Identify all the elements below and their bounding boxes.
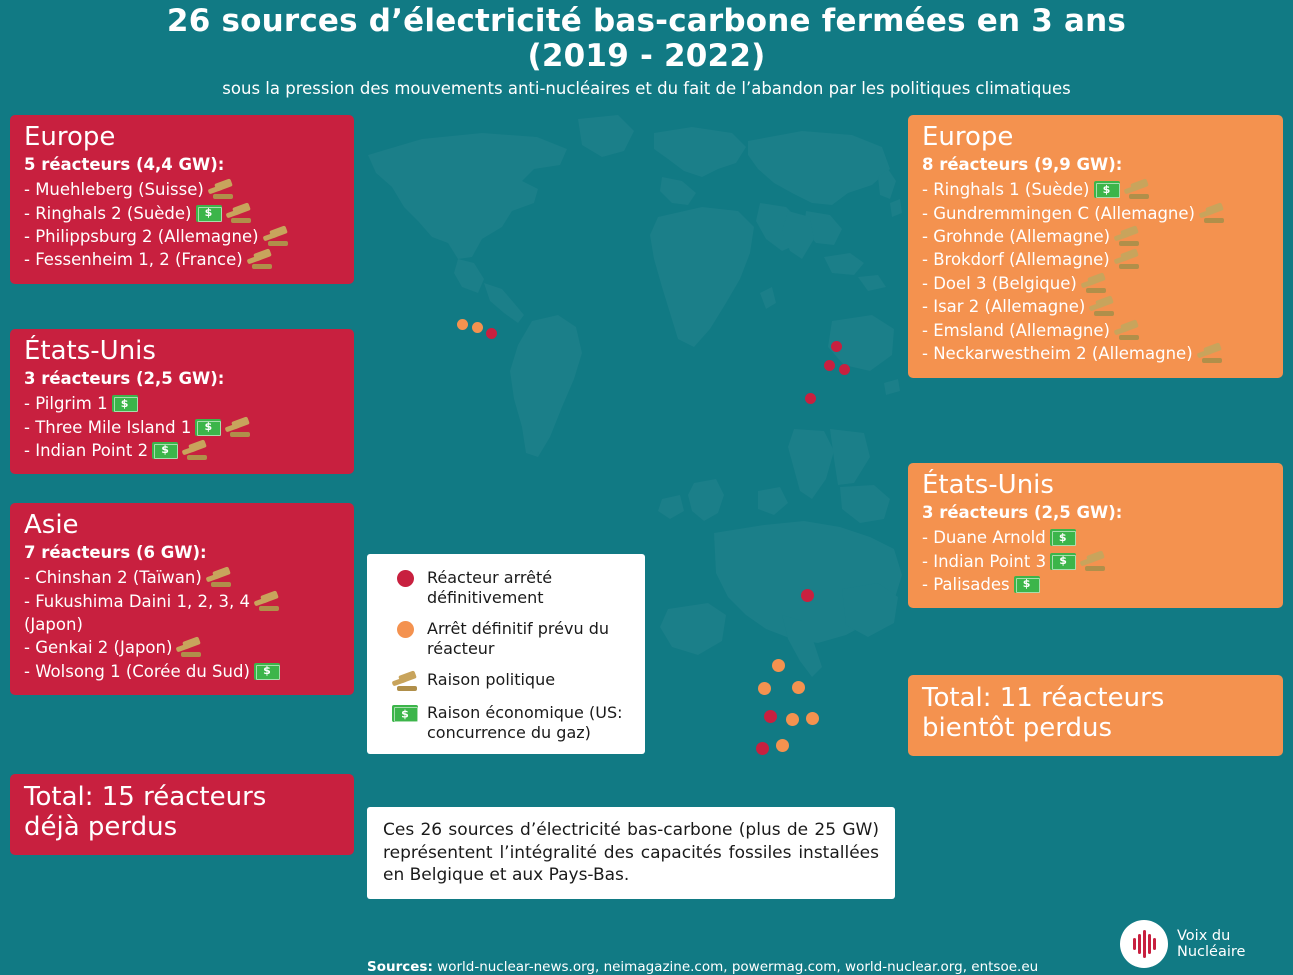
money-icon — [254, 663, 280, 680]
reactor-label: - Gundremmingen C (Allemagne) — [922, 203, 1195, 223]
page-title — [20, 4, 1273, 73]
panel-closed-united-states — [10, 329, 354, 474]
panel-title: Europe — [24, 122, 116, 153]
orange-dot-icon — [383, 619, 427, 638]
sources-label: Sources: — [367, 959, 433, 975]
list-item — [922, 342, 1269, 365]
legend-item-political — [383, 670, 629, 691]
list-item — [24, 566, 340, 589]
list-item — [922, 202, 1269, 225]
list-item — [24, 590, 340, 613]
money-icon — [1050, 553, 1076, 570]
panel-count: 8 réacteurs (9,9 GW): — [922, 155, 1123, 175]
map-dot-planned — [776, 739, 789, 752]
reactor-label: (Japon) — [24, 614, 83, 634]
gavel-icon — [1080, 552, 1106, 571]
list-item — [922, 319, 1269, 342]
money-icon — [196, 205, 222, 222]
panel-count: 7 réacteurs (6 GW): — [24, 543, 207, 563]
total-already-lost — [10, 774, 354, 855]
total-line1: Total: 15 réacteurs — [24, 782, 267, 813]
page-title-line1: 26 sources d’électricité bas-carbone fermées en 3 ans — [166, 3, 1127, 39]
reactor-label: - Brokdorf (Allemagne) — [922, 250, 1110, 270]
list-item — [24, 636, 340, 659]
red-dot-icon — [383, 568, 427, 587]
total-line1: Total: 11 réacteurs — [922, 683, 1165, 714]
summary-statement: Ces 26 sources d’électricité bas-carbone (plus de 25 GW) représentent l’intégralité des capacités fossiles installées en Belgique et aux Pays-Bas. — [367, 807, 895, 898]
panel-title: États-Unis — [922, 470, 1054, 501]
money-icon — [195, 419, 221, 436]
sources-line — [367, 959, 1038, 975]
legend-label: Arrêt définitif prévu du réacteur — [427, 619, 609, 658]
list-item — [922, 272, 1269, 295]
reactor-label: - Ringhals 2 (Suède) — [24, 203, 192, 223]
gavel-icon — [1114, 321, 1140, 340]
gavel-icon — [176, 638, 202, 657]
legend-item-planned — [383, 619, 629, 658]
panel-title: Europe — [922, 122, 1014, 153]
list-item — [922, 526, 1269, 549]
panel-planned-united-states — [908, 463, 1283, 608]
europe-map-svg — [654, 429, 906, 693]
gavel-icon — [247, 250, 273, 269]
map-dot-planned — [758, 682, 771, 695]
brand-line2: Nucléaire — [1177, 944, 1246, 961]
reactor-list — [922, 178, 1269, 365]
list-item — [24, 613, 340, 636]
gavel-icon — [1114, 250, 1140, 269]
gavel-icon — [206, 568, 232, 587]
panel-planned-europe — [908, 115, 1283, 377]
reactor-label: - Indian Point 2 — [24, 440, 149, 460]
reactor-label: - Three Mile Island 1 — [24, 417, 192, 437]
reactor-label: - Pilgrim 1 — [24, 394, 108, 414]
reactor-label: - Palisades — [922, 574, 1010, 594]
sources-text: world-nuclear-news.org, neimagazine.com, powermag.com, world-nuclear.org, entsoe.eu — [432, 959, 1039, 975]
infographic-body — [0, 107, 1293, 975]
reactor-list — [24, 392, 340, 462]
total-line2: déjà perdus — [24, 812, 178, 843]
list-item — [922, 178, 1269, 201]
list-item — [24, 439, 340, 462]
total-soon-lost — [908, 675, 1283, 756]
list-item — [24, 202, 340, 225]
gavel-icon — [1124, 180, 1150, 199]
brand-line1: Voix du — [1177, 927, 1231, 944]
map-dot-planned — [786, 713, 799, 726]
legend-label: Raison économique (US: concurrence du gaz) — [427, 703, 623, 742]
reactor-label: - Indian Point 3 — [922, 551, 1047, 571]
legend-label: Réacteur arrêté définitivement — [427, 568, 553, 607]
reactor-label: - Genkai 2 (Japon) — [24, 638, 173, 658]
gavel-icon — [226, 204, 252, 223]
brand-logo — [1120, 920, 1245, 968]
gavel-icon — [225, 418, 251, 437]
brand-name — [1177, 928, 1245, 961]
reactor-label: - Wolsong 1 (Corée du Sud) — [24, 661, 250, 681]
legend-item-economic — [383, 703, 629, 742]
panel-count: 3 réacteurs (2,5 GW): — [24, 369, 225, 389]
gavel-icon — [1089, 297, 1115, 316]
money-icon — [1094, 181, 1120, 198]
gavel-icon — [1114, 227, 1140, 246]
money-icon — [1014, 576, 1040, 593]
soundwave-icon — [1120, 920, 1168, 968]
list-item — [24, 392, 340, 415]
panel-count: 5 réacteurs (4,4 GW): — [24, 155, 225, 175]
reactor-label: - Duane Arnold — [922, 528, 1046, 548]
gavel-icon — [383, 670, 427, 691]
reactor-label: - Muehleberg (Suisse) — [24, 180, 204, 200]
panel-closed-asia — [10, 503, 354, 695]
list-item — [922, 550, 1269, 573]
list-item — [922, 225, 1269, 248]
reactor-label: - Ringhals 1 (Suède) — [922, 180, 1090, 200]
reactor-label: - Fessenheim 1, 2 (France) — [24, 250, 243, 270]
reactor-label: - Chinshan 2 (Taïwan) — [24, 568, 202, 588]
gavel-icon — [1199, 204, 1225, 223]
reactor-label: - Isar 2 (Allemagne) — [922, 297, 1086, 317]
reactor-list — [24, 566, 340, 683]
money-icon — [112, 395, 138, 412]
reactor-label: - Grohnde (Allemagne) — [922, 226, 1111, 246]
money-icon — [1050, 529, 1076, 546]
list-item — [24, 178, 340, 201]
reactor-label: - Philippsburg 2 (Allemagne) — [24, 226, 259, 246]
reactor-list — [922, 526, 1269, 596]
map-dot-closed — [764, 710, 777, 723]
infographic-header — [0, 0, 1293, 107]
legend-item-closed — [383, 568, 629, 607]
reactor-list — [24, 178, 340, 272]
total-line2: bientôt perdus — [922, 713, 1113, 744]
page-title-line2: (2019 - 2022) — [527, 37, 766, 74]
gavel-icon — [263, 227, 289, 246]
list-item — [24, 225, 340, 248]
gavel-icon — [182, 441, 208, 460]
page-subtitle: sous la pression des mouvements anti-nucléaires et du fait de l’abandon par les politiques climatiques — [222, 79, 1071, 99]
reactor-label: - Emsland (Allemagne) — [922, 320, 1110, 340]
reactor-label: - Fukushima Daini 1, 2, 3, 4 — [24, 591, 250, 611]
map-dot-planned — [806, 712, 819, 725]
list-item — [24, 416, 340, 439]
gavel-icon — [208, 180, 234, 199]
panel-title: États-Unis — [24, 336, 156, 367]
reactor-label: - Neckarwestheim 2 (Allemagne) — [922, 344, 1193, 364]
list-item — [922, 295, 1269, 318]
list-item — [922, 573, 1269, 596]
panel-title: Asie — [24, 510, 79, 541]
map-dot-closed — [756, 742, 769, 755]
panel-count: 3 réacteurs (2,5 GW): — [922, 503, 1123, 523]
money-icon — [383, 703, 427, 722]
money-icon — [152, 442, 178, 459]
legend-label: Raison politique — [427, 670, 556, 690]
list-item — [24, 248, 340, 271]
gavel-icon — [1081, 274, 1107, 293]
list-item — [24, 660, 340, 683]
list-item — [922, 248, 1269, 271]
gavel-icon — [1197, 344, 1223, 363]
gavel-icon — [254, 592, 280, 611]
panel-closed-europe — [10, 115, 354, 284]
reactor-label: - Doel 3 (Belgique) — [922, 273, 1077, 293]
map-legend — [367, 554, 645, 754]
europe-map — [654, 429, 906, 693]
